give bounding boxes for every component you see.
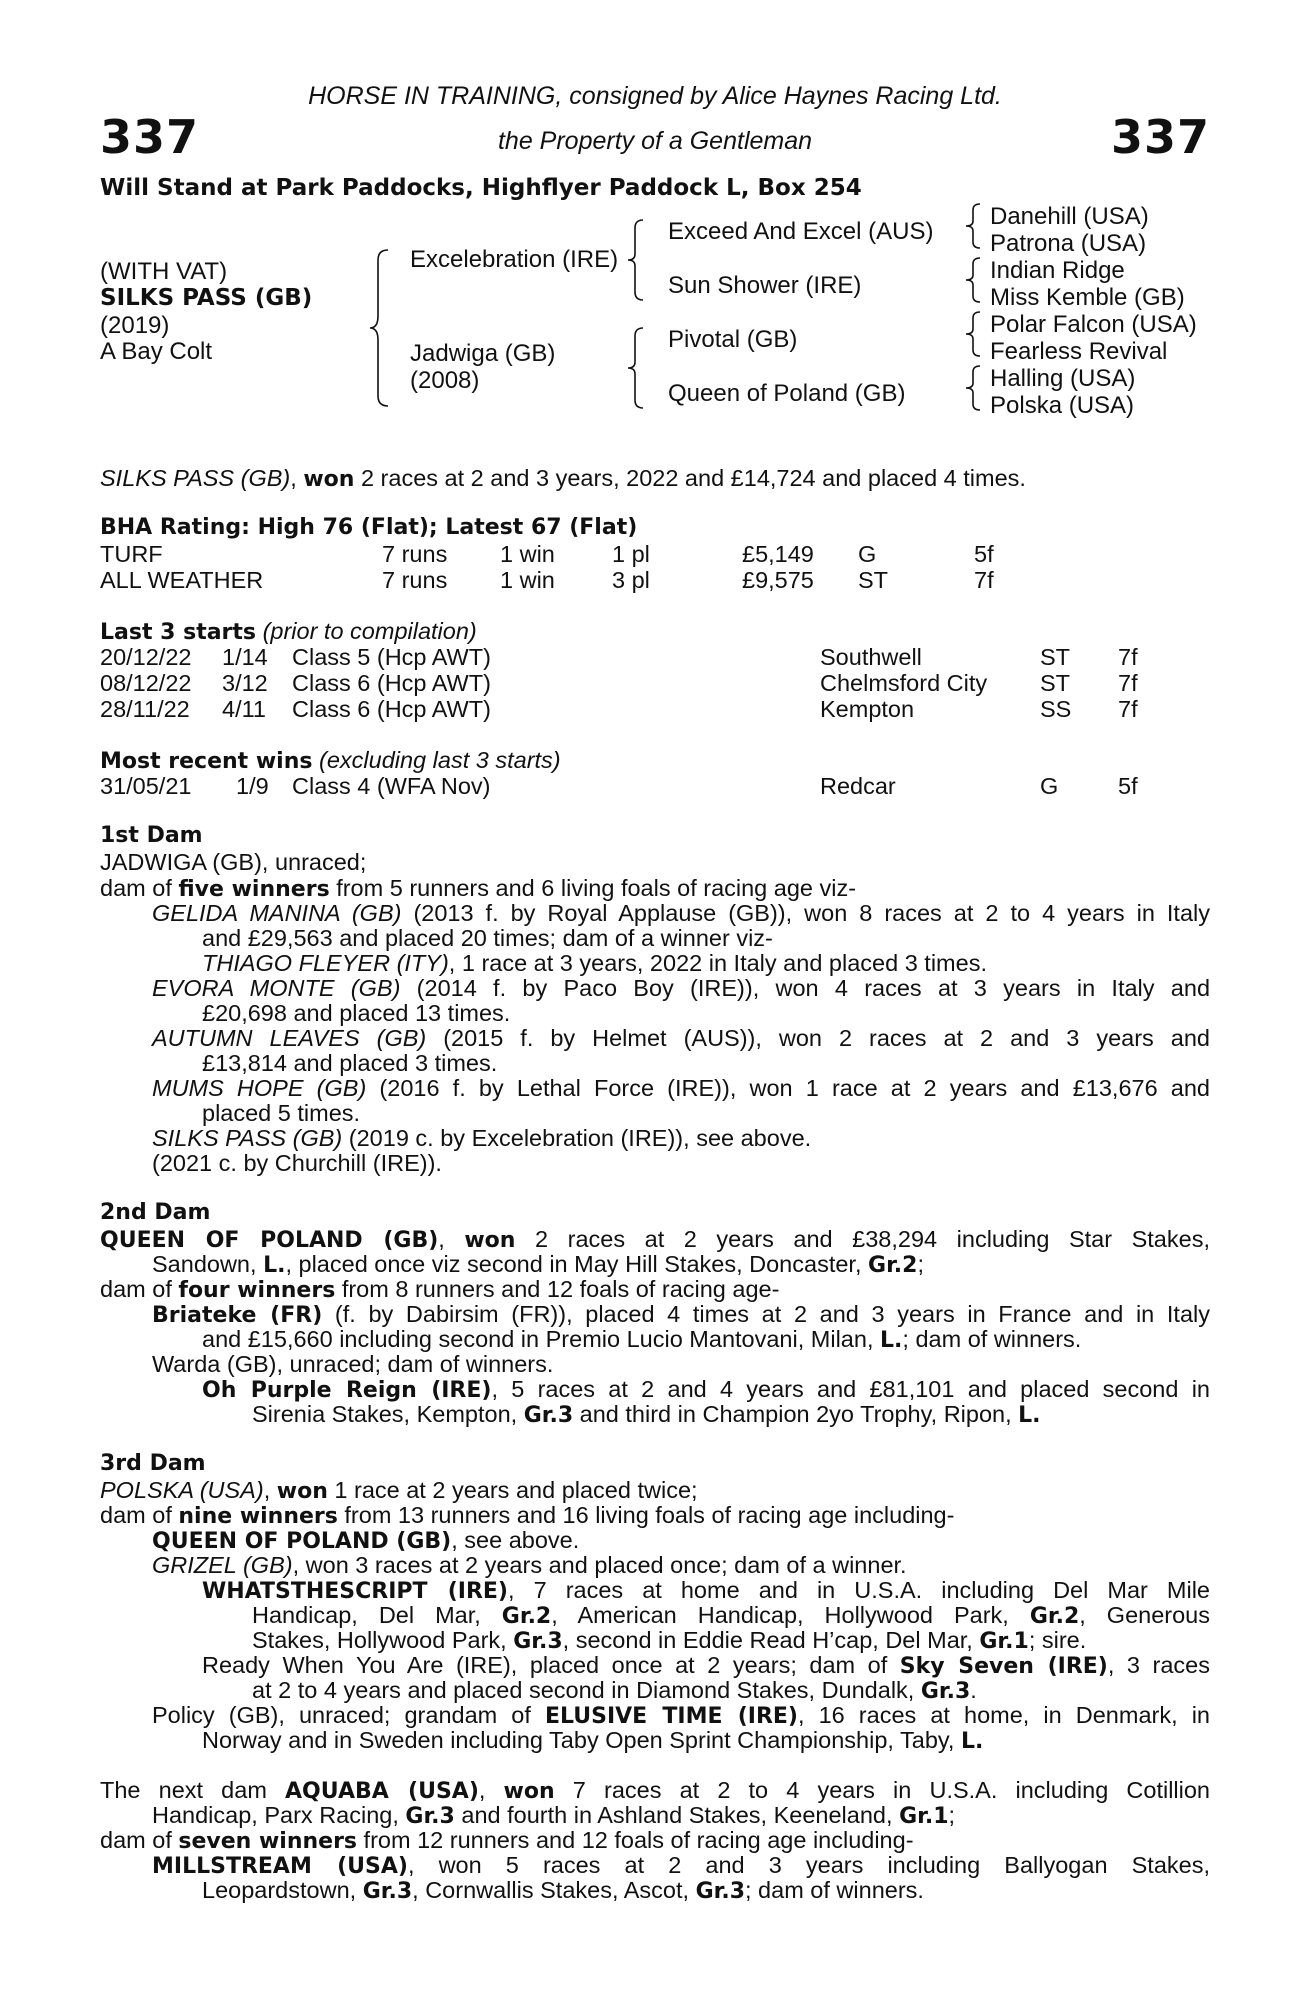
recent-wins-heading: Most recent wins (excluding last 3 starts) (100, 747, 561, 774)
consignor-line: HORSE IN TRAINING, consigned by Alice Haynes Racing Ltd. (308, 82, 1002, 110)
gg-dsd: Fearless Revival (990, 338, 1168, 365)
win-race: Class 4 (WFA Nov) (292, 773, 491, 799)
rating-surface: ALL WEATHER (100, 567, 264, 593)
summary-horse: SILKS PASS (GB) (100, 465, 291, 491)
dam2-line: and £15,660 including second in Premio Lucio Mantovani, Milan, L.; dam of winners. (202, 1326, 1082, 1353)
rating-going: G (858, 541, 877, 567)
start-going: SS (1040, 696, 1072, 722)
next-dam-line: MILLSTREAM (USA), won 5 races at 2 and 3 years including Ballyogan Stakes, (152, 1852, 1210, 1879)
dam-sire-brace (368, 248, 392, 408)
next-dam-line: Handicap, Parx Racing, Gr.3 and fourth in Ashland Stakes, Keeneland, Gr.1; (152, 1802, 956, 1829)
rating-going: ST (858, 567, 889, 593)
start-course: Southwell (820, 644, 922, 670)
start-dist: 7f (1118, 670, 1138, 696)
dam-sire: Pivotal (GB) (668, 326, 798, 353)
win-course: Redcar (820, 773, 896, 799)
rating-prize: £5,149 (742, 541, 814, 567)
property-line: the Property of a Gentleman (497, 127, 813, 155)
sire-dam: Sun Shower (IRE) (668, 272, 862, 299)
brace-g2 (962, 256, 984, 304)
sire: Excelebration (IRE) (410, 246, 619, 273)
next-dam-line: dam of seven winners from 12 runners and 12 foals of racing age including- (100, 1827, 914, 1854)
start-date: 20/12/22 (100, 644, 192, 670)
brace-g4 (962, 364, 984, 412)
start-course: Chelmsford City (820, 670, 988, 696)
last3-heading: Last 3 starts (prior to compilation) (100, 618, 477, 645)
dam1-line: dam of five winners from 5 runners and 6 living foals of racing age viz- (100, 875, 857, 902)
brace-g3 (962, 310, 984, 358)
dam-year: (2008) (410, 367, 480, 394)
gg-sds: Indian Ridge (990, 257, 1125, 284)
dam2-line: QUEEN OF POLAND (GB), won 2 races at 2 years and £38,294 including Star Stakes, (100, 1226, 1210, 1253)
gg-sss: Danehill (USA) (990, 203, 1149, 230)
dam1-line: and £29,563 and placed 20 times; dam of a winner viz- (202, 925, 773, 951)
dam3-line: dam of nine winners from 13 runners and 16 living foals of racing age including- (100, 1502, 955, 1529)
start-dist: 7f (1118, 696, 1138, 722)
next-dam-line: The next dam AQUABA (USA), won 7 races at 2 to 4 years in U.S.A. including Cotillion (100, 1777, 1210, 1804)
lot-number-right: 337 (1110, 110, 1210, 164)
dam1-line: THIAGO FLEYER (ITY), 1 race at 3 years, 2022 in Italy and placed 3 times. (202, 950, 987, 976)
dam1-line: MUMS HOPE (GB) (2016 f. by Lethal Force (IRE)), won 1 race at 2 years and £13,676 and (152, 1075, 1210, 1101)
gg-ddd: Polska (USA) (990, 392, 1135, 419)
dam3-line: Handicap, Del Mar, Gr.2, American Handicap, Hollywood Park, Gr.2, Generous (252, 1602, 1211, 1629)
section-heading: 3rd Dam (100, 1451, 206, 1476)
start-going: ST (1040, 644, 1071, 670)
win-pos: 1/9 (236, 773, 269, 799)
dam3-line: at 2 to 4 years and placed second in Diamond Stakes, Dundalk, Gr.3. (252, 1677, 977, 1704)
rating-dist: 5f (974, 541, 994, 567)
race-summary: SILKS PASS (GB), won 2 races at 2 and 3 years, 2022 and £14,724 and placed 4 times. (100, 465, 1026, 492)
dam1-line: GELIDA MANINA (GB) (2013 f. by Royal Applause (GB)), won 8 races at 2 to 4 years in Italy (152, 900, 1210, 926)
rating-placed: 1 pl (612, 541, 650, 567)
dam3-line: Stakes, Hollywood Park, Gr.3, second in Eddie Read H’cap, Del Mar, Gr.1; sire. (252, 1627, 1087, 1654)
rating-runs: 7 runs (382, 541, 448, 567)
start-date: 08/12/22 (100, 670, 192, 696)
vat-note: (WITH VAT) (100, 258, 228, 285)
dam2-line: Briateke (FR) (f. by Dabirsim (FR)), placed 4 times at 2 and 3 years in France and in Italy (152, 1301, 1210, 1328)
rating-runs: 7 runs (382, 567, 448, 593)
start-course: Kempton (820, 696, 915, 722)
dam1-line: EVORA MONTE (GB) (2014 f. by Paco Boy (IRE)), won 4 races at 3 years in Italy and (152, 975, 1211, 1001)
section-heading: 1st Dam (100, 823, 203, 848)
summary-won: won (303, 467, 355, 492)
sire-brace (625, 218, 647, 302)
start-pos: 4/11 (222, 696, 266, 722)
dam2-line: Sandown, L., placed once viz second in May Hill Stakes, Doncaster, Gr.2; (152, 1251, 924, 1278)
dam2-line: dam of four winners from 8 runners and 12 foals of racing age- (100, 1276, 780, 1303)
dam: Jadwiga (GB) (410, 340, 556, 367)
brace-g1 (962, 202, 984, 250)
dam2-line: Sirenia Stakes, Kempton, Gr.3 and third in Champion 2yo Trophy, Ripon, L. (252, 1401, 1041, 1428)
horse-description: A Bay Colt (100, 338, 213, 365)
start-race: Class 6 (Hcp AWT) (292, 670, 491, 696)
dam3-line: Policy (GB), unraced; grandam of ELUSIVE TIME (IRE), 16 races at home, in Denmark, in (152, 1702, 1210, 1729)
dam3-line: Ready When You Are (IRE), placed once at 2 years; dam of Sky Seven (IRE), 3 races (202, 1652, 1211, 1679)
rating-wins: 1 win (500, 541, 555, 567)
stand-info: Will Stand at Park Paddocks, Highflyer Paddock L, Box 254 (100, 175, 862, 201)
rating-wins: 1 win (500, 567, 555, 593)
dam3-line: POLSKA (USA), won 1 race at 2 years and placed twice; (100, 1477, 698, 1504)
dam1-line: £20,698 and placed 13 times. (202, 1000, 511, 1026)
lot-number-left: 337 (100, 110, 200, 164)
dam1-line: placed 5 times. (202, 1100, 361, 1126)
dam1-line: JADWIGA (GB), unraced; (100, 849, 367, 875)
rating-surface: TURF (100, 541, 163, 567)
start-date: 28/11/22 (100, 696, 190, 722)
win-going: G (1040, 773, 1059, 799)
rating-placed: 3 pl (612, 567, 650, 593)
dam1-line: (2021 c. by Churchill (IRE)). (152, 1150, 442, 1176)
dam1-line: £13,814 and placed 3 times. (202, 1050, 498, 1076)
dam1-line: SILKS PASS (GB) (2019 c. by Excelebration (IRE)), see above. (152, 1125, 812, 1151)
dam2-line: Warda (GB), unraced; dam of winners. (152, 1351, 554, 1377)
dam1-line: AUTUMN LEAVES (GB) (2015 f. by Helmet (AUS)), won 2 races at 2 and 3 years and (152, 1025, 1210, 1051)
horse-name: SILKS PASS (GB) (100, 285, 313, 311)
gg-sdd: Miss Kemble (GB) (990, 284, 1185, 311)
start-pos: 1/14 (222, 644, 268, 670)
start-race: Class 5 (Hcp AWT) (292, 644, 491, 670)
gg-dss: Polar Falcon (USA) (990, 311, 1197, 338)
rating-prize: £9,575 (742, 567, 814, 593)
rating-dist: 7f (974, 567, 994, 593)
dam2-line: Oh Purple Reign (IRE), 5 races at 2 and 4 years and £81,101 and placed second in (202, 1376, 1210, 1403)
dam3-line: QUEEN OF POLAND (GB), see above. (152, 1527, 580, 1554)
start-race: Class 6 (Hcp AWT) (292, 696, 491, 722)
gg-dds: Halling (USA) (990, 365, 1136, 392)
start-dist: 7f (1118, 644, 1138, 670)
horse-year: (2019) (100, 312, 170, 339)
win-dist: 5f (1118, 773, 1138, 799)
start-pos: 3/12 (222, 670, 268, 696)
rating-heading: BHA Rating: High 76 (Flat); Latest 67 (Flat) (100, 515, 638, 540)
dam3-line: GRIZEL (GB), won 3 races at 2 years and placed once; dam of a winner. (152, 1552, 907, 1578)
section-heading: 2nd Dam (100, 1200, 211, 1225)
next-dam-line: Leopardstown, Gr.3, Cornwallis Stakes, Ascot, Gr.3; dam of winners. (202, 1877, 924, 1904)
summary-text: 2 races at 2 and 3 years, 2022 and £14,724 and placed 4 times. (354, 465, 1026, 491)
dam-brace (625, 326, 647, 410)
dam-dam: Queen of Poland (GB) (668, 380, 906, 407)
catalogue-page (100, 0, 1210, 2000)
dam3-line: Norway and in Sweden including Taby Open Sprint Championship, Taby, L. (202, 1727, 984, 1754)
gg-ssd: Patrona (USA) (990, 230, 1147, 257)
win-date: 31/05/21 (100, 773, 192, 799)
dam3-line: WHATSTHESCRIPT (IRE), 7 races at home and in U.S.A. including Del Mar Mile (202, 1577, 1210, 1604)
sire-sire: Exceed And Excel (AUS) (668, 218, 934, 245)
start-going: ST (1040, 670, 1071, 696)
